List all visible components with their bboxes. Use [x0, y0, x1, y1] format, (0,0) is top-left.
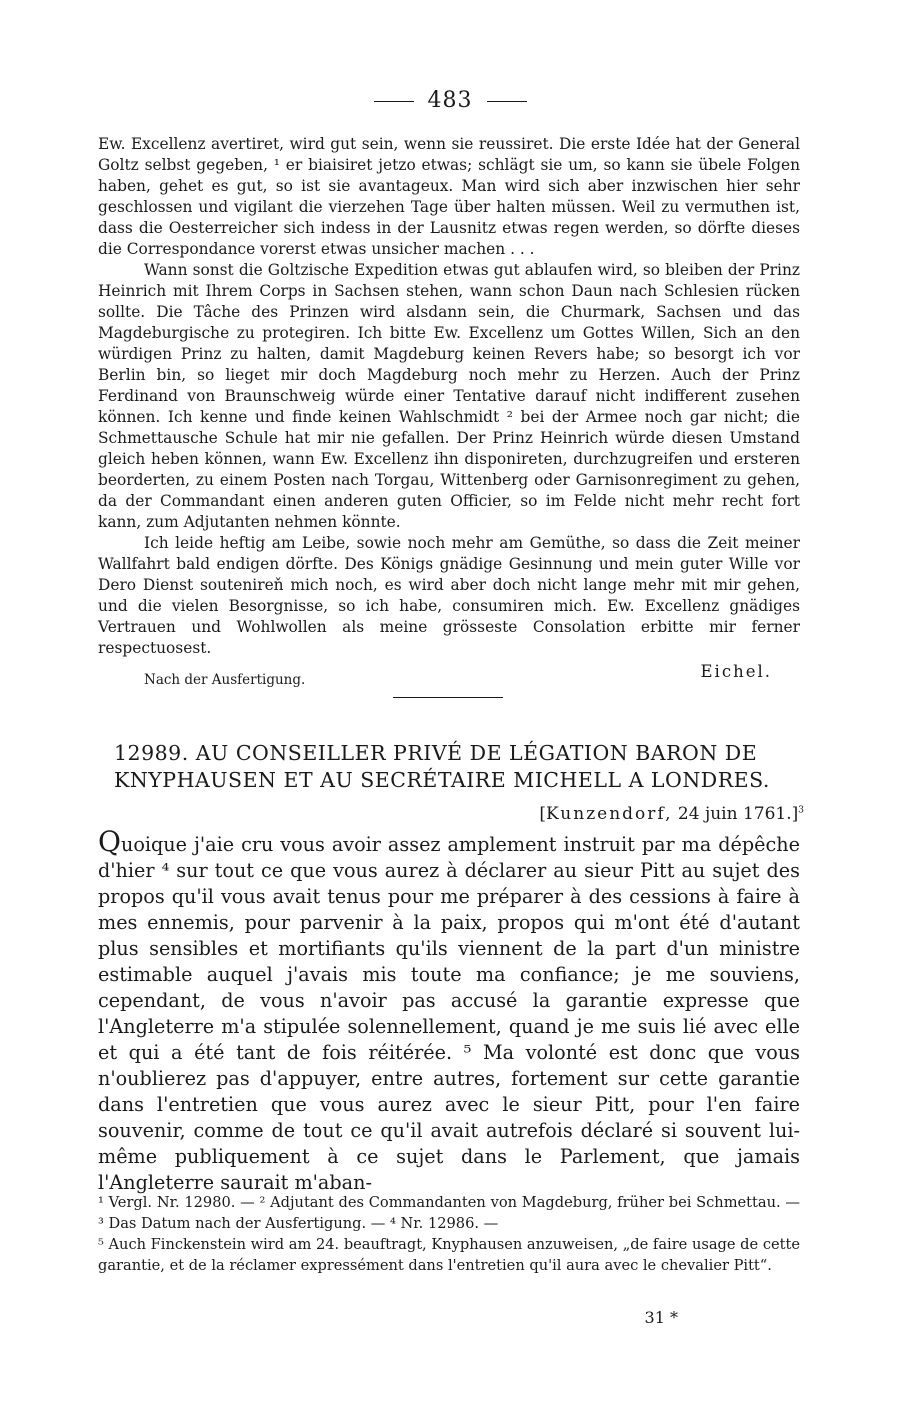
initial-letter: Q — [98, 825, 121, 858]
page-number-header — [0, 88, 900, 113]
german-paragraph-3: Ich leide heftig am Leibe, sowie noch mehr am Gemüthe, so dass die Zeit meiner Wallfahrt bald endigen dörfte. Des Königs gnädige Gesinnung und mein guter Wille vor Dero Dienst soutenireň mich noch, es wird aber doch nicht lange mehr mit mir gehen, und die vielen Besorgnisse, so ich habe, consumiren mich. Ew. Excellenz gnädiges Vertrauen und Wohlwollen als meine grösseste Consolation erbitte mir ferner respectuosest. — [98, 534, 800, 657]
heading-line-2: KNYPHAUSEN ET AU SECRÉTAIRE MICHELL A LONDRES. — [114, 768, 770, 792]
dateline-open-bracket: [ — [539, 804, 546, 824]
french-paragraph — [98, 825, 800, 1196]
heading-line-1: 12989. AU CONSEILLER PRIVÉ DE LÉGATION BARON DE — [114, 741, 758, 765]
footnotes — [98, 1192, 800, 1276]
german-paragraph-2: Wann sonst die Goltzische Expedition etwas gut ablaufen wird, so bleiben der Prinz Heinrich mit Ihrem Corps in Sachsen stehen, wann schon Daun nach Schlesien rücken sollte. Die Tâche des Prinzen wird alsdann sein, die Churmark, Sachsen und das Magdeburgische zu protegiren. Ich bitte Ew. Excellenz um Gottes Willen, Sich an den würdigen Prinz zu halten, damit Magdeburg keinen Revers habe; so besorgt ich vor Berlin bin, so lieget mir doch Magdeburg noch mehr zu Herzen. Auch der Prinz Ferdinand von Braunschweig würde einer Tentative darauf nicht indifferent zusehen können. Ich kenne und finde keinen Wahlschmidt ² bei der Armee noch gar nicht; die Schmettausche Schule hat mir nie gefallen. Der Prinz Heinrich würde diesen Umstand gleich heben können, wann Ew. Excellenz ihn disponireten, durchzugreifen und ersteren beorderten, zu einem Posten nach Torgau, Wittenberg oder Garnisonregiment zu gehen, da der Commandant einen anderen guten Officier, so im Felde nicht mehr recht fort kann, zum Adjutanten nehmen könnte. — [98, 261, 800, 531]
dateline-place: Kunzendorf, — [545, 804, 673, 824]
page-number: 483 — [427, 88, 473, 113]
section-divider — [393, 697, 503, 698]
french-body: uoique j'aie cru vous avoir assez amplement instruit par ma dépêche d'hier ⁴ sur tout ce que vous aurez à déclarer au sieur Pitt au sujet des propos qu'il vous avait tenus pour me préparer à des cessions à faire à mes ennemis, pour parvenir à la paix, propos qui m'ont été d'autant plus sensibles et mortifiants qu'ils viennent de la part d'un ministre estimable auquel j'avais mis toute ma confiance; je me souviens, cependant, de vous n'avoir pas accusé la garantie expresse que l'Angleterre m'a stipulée solennellement, quand je me suis lié avec elle et qui a été tant de fois réitérée. ⁵ Ma volonté est donc que vous n'oublierez pas d'appuyer, entre autres, fortement sur cette garantie dans l'entretien que vous aurez avec le sieur Pitt, pour l'en faire souvenir, comme de tout ce qu'il avait autrefois déclaré si souvent lui-même publiquement à ce sujet dans le Parlement, que jamais l'Angleterre saurait m'aban- — [98, 833, 800, 1194]
footnote-line-1: ¹ Vergl. Nr. 12980. — ² Adjutant des Commandanten von Magdeburg, früher bei Schmettau. — ³ Das Datum nach der Ausfertigung. — ⁴ Nr. 12986. — — [98, 1194, 800, 1232]
dateline — [539, 804, 804, 824]
source-note: Nach der Ausfertigung. — [144, 672, 306, 688]
french-letter-text — [98, 825, 800, 1196]
german-paragraph-1: Ew. Excellenz avertiret, wird gut sein, wenn sie reussiret. Die erste Idée hat der General Goltz selbst gegeben, ¹ er biaisiret jetzo etwas; schlägt sie um, so kann sie übele Folgen haben, gehet es gut, so ist sie avantageux. Man wird sich aber inzwischen hier sehr geschlossen und vigilant die vierzehen Tage über halten müssen. Weil zu vermuthen ist, dass die Oesterreicher sich indess in der Lausnitz etwas regen werden, so dörfte dieses die Correspondance vorerst etwas unsicher machen . . . — [98, 135, 800, 258]
dateline-footnote-ref: 3 — [798, 805, 804, 816]
dateline-date: 24 juin 1761.] — [672, 804, 799, 824]
footnote-line-2: ⁵ Auch Finckenstein wird am 24. beauftragt, Knyphausen anzuweisen, „de faire usage de cette garantie, et de la réclamer expressément dans l'entretien qu'il aura avec le chevalier Pitt“. — [98, 1236, 800, 1274]
german-letter-text — [98, 134, 800, 659]
header-dash-right — [487, 101, 527, 102]
letter-closing — [98, 660, 800, 690]
header-dash-left — [374, 101, 414, 102]
signature-mark: 31 * — [644, 1308, 678, 1327]
document-heading — [98, 740, 800, 794]
signature: Eichel. — [700, 662, 772, 681]
